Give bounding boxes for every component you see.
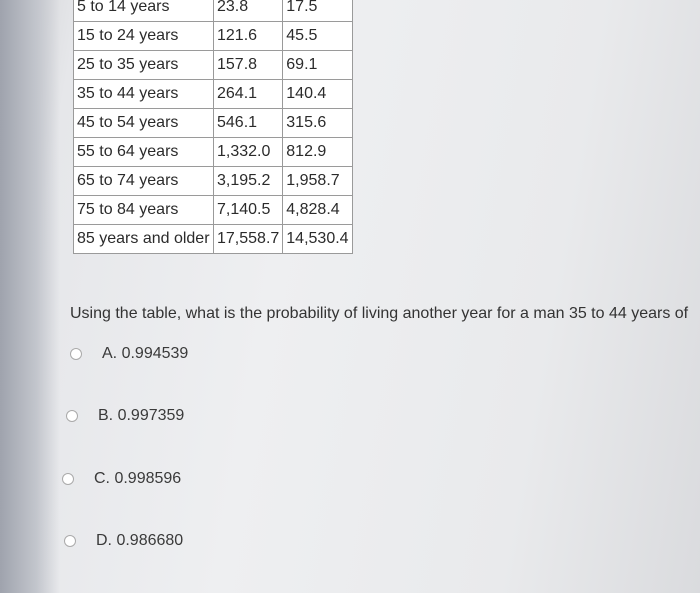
- option-a[interactable]: [70, 345, 188, 363]
- value-col1-cell: 546.1: [214, 109, 283, 138]
- table-row: [74, 225, 353, 254]
- option-c-value: 0.998596: [114, 470, 182, 487]
- option-a-value: 0.994539: [121, 345, 189, 362]
- table-row: [74, 109, 353, 138]
- background-shadow: [0, 0, 60, 593]
- value-col1-cell: 17,558.7: [214, 225, 283, 254]
- value-col1-cell: 7,140.5: [214, 196, 283, 225]
- value-col2-cell: 45.5: [283, 22, 352, 51]
- option-d-letter: D.: [96, 532, 112, 549]
- value-col1-cell: 264.1: [214, 80, 283, 109]
- value-col1-cell: 3,195.2: [214, 167, 283, 196]
- option-a-letter: A.: [102, 345, 118, 362]
- mortality-table: [73, 0, 353, 254]
- value-col1-cell: 121.6: [214, 22, 283, 51]
- radio-button-c[interactable]: [62, 473, 74, 485]
- value-col1-cell: 1,332.0: [214, 138, 283, 167]
- option-c-letter: C.: [94, 470, 110, 487]
- table-row: [74, 80, 353, 109]
- table-row: [74, 0, 353, 22]
- radio-button-a[interactable]: [70, 348, 82, 360]
- value-col2-cell: 17.5: [283, 0, 352, 22]
- age-group-cell: 85 years and older: [74, 225, 214, 254]
- value-col2-cell: 14,530.4: [283, 225, 352, 254]
- table-row: [74, 22, 353, 51]
- age-group-cell: 45 to 54 years: [74, 109, 214, 138]
- table-row: [74, 167, 353, 196]
- question-text: Using the table, what is the probability of living another year for a man 35 to 44 years of: [70, 305, 689, 322]
- radio-button-b[interactable]: [66, 410, 78, 422]
- option-d-value: 0.986680: [116, 532, 184, 549]
- value-col1-cell: 157.8: [214, 51, 283, 80]
- table-row: [74, 138, 353, 167]
- age-group-cell: 55 to 64 years: [74, 138, 214, 167]
- table-body: [74, 0, 353, 254]
- value-col2-cell: 140.4: [283, 80, 352, 109]
- table-row: [74, 51, 353, 80]
- option-b-value: 0.997359: [117, 407, 185, 424]
- value-col1-cell: 23.8: [214, 0, 283, 22]
- value-col2-cell: 4,828.4: [283, 196, 352, 225]
- table-row: [74, 196, 353, 225]
- option-c[interactable]: [62, 470, 181, 488]
- value-col2-cell: 812.9: [283, 138, 352, 167]
- value-col2-cell: 315.6: [283, 109, 352, 138]
- age-group-cell: 65 to 74 years: [74, 167, 214, 196]
- option-b[interactable]: [66, 407, 184, 425]
- age-group-cell: 25 to 35 years: [74, 51, 214, 80]
- option-b-letter: B.: [98, 407, 114, 424]
- age-group-cell: 5 to 14 years: [74, 0, 214, 22]
- age-group-cell: 35 to 44 years: [74, 80, 214, 109]
- radio-button-d[interactable]: [64, 535, 76, 547]
- value-col2-cell: 69.1: [283, 51, 352, 80]
- value-col2-cell: 1,958.7: [283, 167, 352, 196]
- option-d[interactable]: [64, 532, 183, 550]
- age-group-cell: 75 to 84 years: [74, 196, 214, 225]
- age-group-cell: 15 to 24 years: [74, 22, 214, 51]
